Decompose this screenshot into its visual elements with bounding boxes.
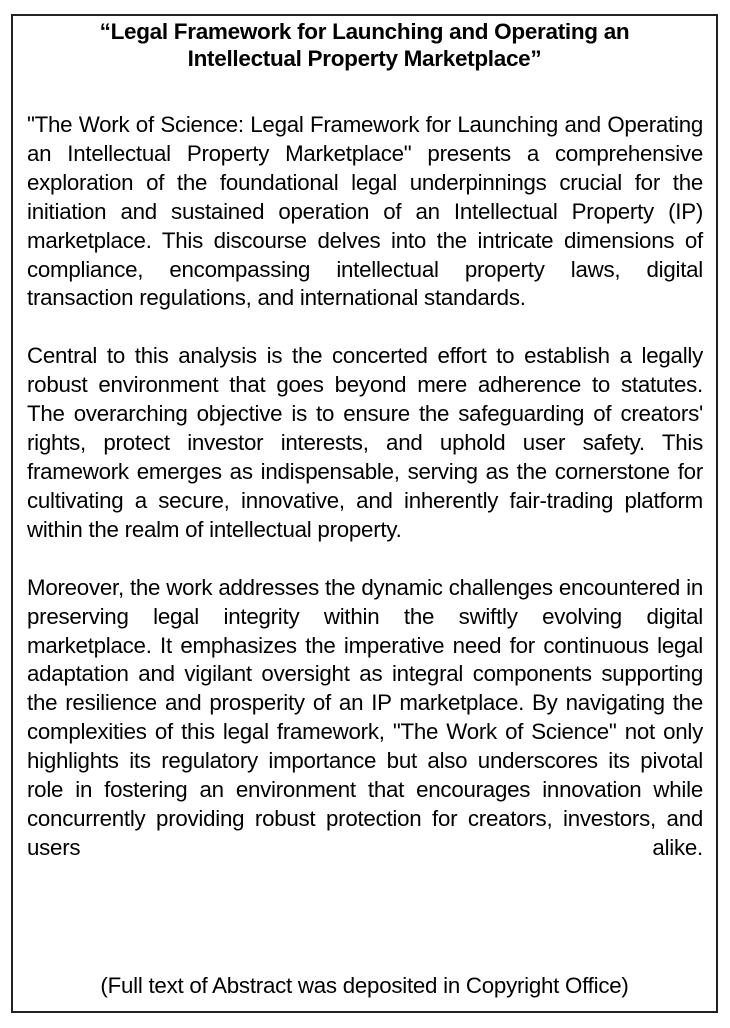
abstract-paragraph-3: Moreover, the work addresses the dynamic challenges encountered in preserving legal integrity within the swiftly evolving digital marketplace. It emphasizes the imperative need for continuous legal adaptation and vigilant oversight as integral components supporting the resilience and prosperity of an IP marketplace. By navigating the complexities of this legal framework, "The Work of Science" not only highlights its regulatory importance but also underscores its pivotal role in fostering an environment that encourages innovation while concurrently providing robust protection for creators, investors, and users alike. — [27, 574, 703, 860]
document-title — [13, 18, 716, 72]
abstract-paragraph-2: Central to this analysis is the concerted effort to establish a legally robust environment that goes beyond mere adherence to statutes. The overarching objective is to ensure the safeguarding of creators' rights, protect investor interests, and uphold user safety. This framework emerges as indispensable, serving as the cornerstone for cultivating a secure, innovative, and inherently fair-trading platform within the realm of intellectual property. — [27, 343, 703, 542]
abstract-paragraph-1: "The Work of Science: Legal Framework for Launching and Operating an Intellectual Property Marketplace" presents a comprehensive exploration of the foundational legal underpinnings crucial for the initiation and sustained operation of an Intellectual Property (IP) marketplace. This discourse delves into the intricate dimensions of compliance, encompassing intellectual property laws, digital transaction regulations, and international standards. — [27, 112, 703, 311]
deposit-note: (Full text of Abstract was deposited in Copyright Office) — [100, 973, 629, 998]
title-line-2: Intellectual Property Marketplace” — [187, 46, 542, 71]
abstract-body — [27, 111, 703, 892]
abstract-frame — [11, 14, 718, 1013]
title-line-1: “Legal Framework for Launching and Operating an — [99, 19, 630, 44]
